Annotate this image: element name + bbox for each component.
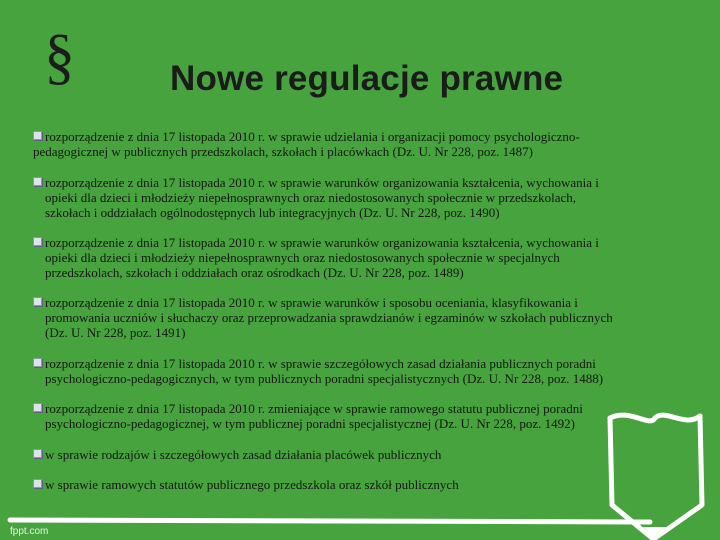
checkbox-bullet-icon [33, 403, 42, 412]
item-text-line: pedagogicznej w publicznych przedszkolach, szkołach i placówkach (Dz. U. Nr 228, poz. 1487) [33, 144, 533, 159]
list-item [33, 447, 441, 462]
item-text-line: rozporządzenie z dnia 17 listopada 2010 r. w sprawie warunków i sposobu oceniania, klasyfikowania i [45, 295, 578, 310]
item-text-line: psychologiczno-pedagogicznej, w tym publicznej poradni specjalistycznej (Dz. U. Nr 228, poz. 1492) [45, 416, 575, 431]
item-text-line: przedszkolach, szkołach i oddziałach oraz ośrodkach (Dz. U. Nr 228, poz. 1489) [45, 265, 464, 280]
item-text-line: w sprawie rodzajów i szczegółowych zasad działania placówek publicznych [45, 447, 442, 462]
item-text-line: opieki dla dzieci i młodzieży niepełnosprawnych oraz niedostosowanych społecznie w przedszkolach, [45, 190, 577, 205]
checkbox-bullet-icon [33, 177, 42, 186]
list-item [33, 356, 603, 386]
list-item [33, 477, 459, 492]
item-text-line: rozporządzenie z dnia 17 listopada 2010 r. zmieniające w sprawie ramowego statutu publicznej poradni [45, 401, 583, 416]
item-text-line: promowania uczniów i słuchaczy oraz przeprowadzania sprawdzianów i egzaminów w szkołach publicznych [45, 310, 613, 325]
item-text-line: (Dz. U. Nr 228, poz. 1491) [45, 325, 186, 340]
item-text-line: rozporządzenie z dnia 17 listopada 2010 r. w sprawie szczegółowych zasad działania publicznych poradni [45, 356, 596, 371]
item-text-line: rozporządzenie z dnia 17 listopada 2010 r. w sprawie udzielania i organizacji pomocy psychologiczno- [45, 129, 580, 144]
list-item [33, 295, 613, 340]
list-item [33, 129, 580, 159]
checkbox-bullet-icon [33, 479, 42, 488]
item-text-line: opieki dla dzieci i młodzieży niepełnosprawnych oraz niedostosowanych społecznie w specjalnych [45, 250, 560, 265]
item-text-line: rozporządzenie z dnia 17 listopada 2010 r. w sprawie warunków organizowania kształcenia, wychowania i [45, 235, 599, 250]
checkbox-bullet-icon [33, 131, 42, 140]
item-text-line: w sprawie ramowych statutów publicznego przedszkola oraz szkół publicznych [45, 477, 459, 492]
page-title: Nowe regulacje prawne [170, 59, 564, 98]
item-text-line: psychologiczno-pedagogicznych, w tym publicznych poradni specjalistycznych (Dz. U. Nr 228, poz. 1488) [45, 371, 604, 386]
item-text-line: szkołach i oddziałach ogólnodostępnych lub integracyjnych (Dz. U. Nr 228, poz. 1490) [45, 205, 500, 220]
checkbox-bullet-icon [33, 237, 42, 246]
item-text-line: rozporządzenie z dnia 17 listopada 2010 r. w sprawie warunków organizowania kształcenia, wychowania i [45, 175, 599, 190]
list-item [33, 175, 599, 220]
checkbox-bullet-icon [33, 449, 42, 458]
checkbox-bullet-icon [33, 297, 42, 306]
checkbox-bullet-icon [33, 358, 42, 367]
section-sign: § [44, 23, 75, 91]
list-item [33, 401, 583, 431]
list-item [33, 235, 599, 280]
watermark-text: fppt.com [10, 526, 49, 537]
